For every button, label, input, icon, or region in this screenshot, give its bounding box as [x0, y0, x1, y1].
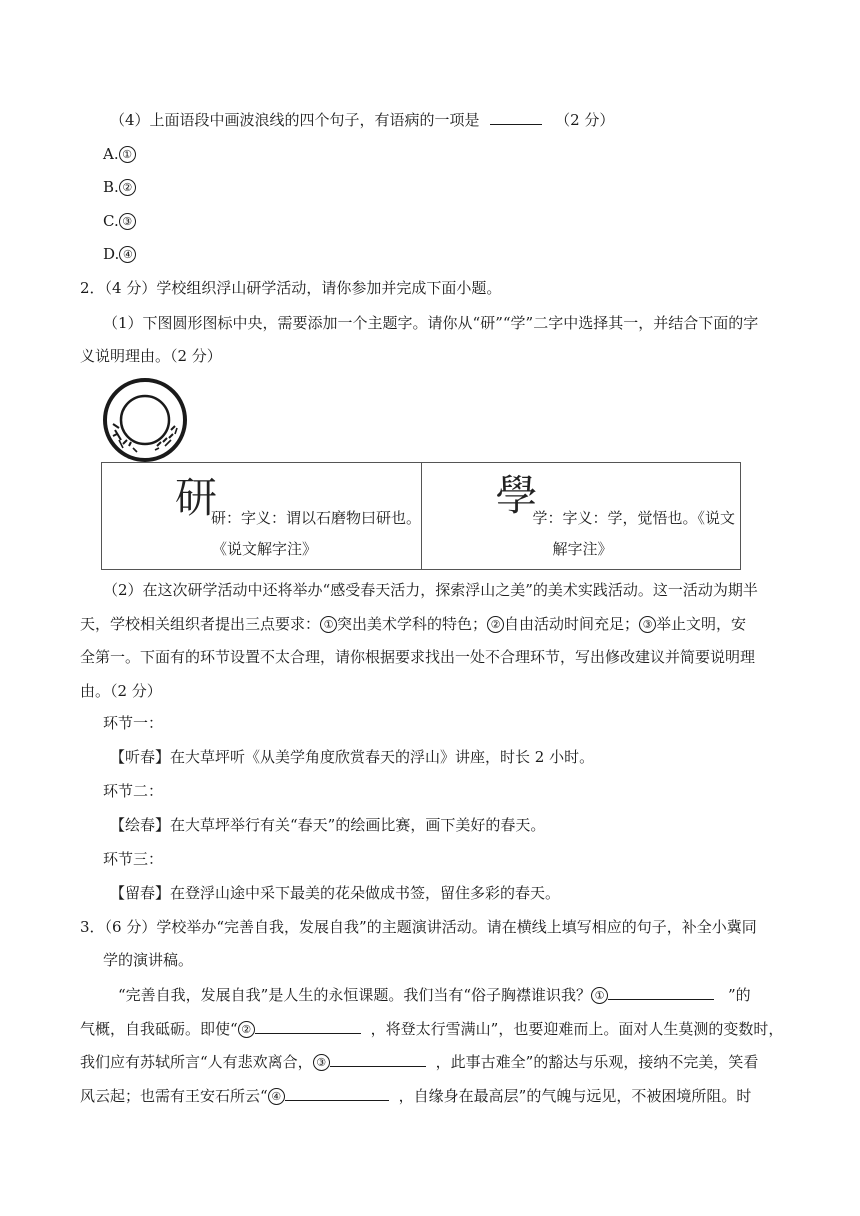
blank-3[interactable] — [330, 1052, 426, 1067]
blank-2[interactable] — [255, 1019, 361, 1034]
question-2-2-line2: 天，学校相关组织者提出三点要求： ① 突出美术学科的特色； ② 自由活动时间充足； ③ 举止文明，安 — [80, 615, 747, 633]
question-2-1-line1: （1）下图圆形图标中央，需要添加一个主题字。请你从“研”“学”二字中选择其一，并结合下面的字 — [103, 314, 759, 332]
seal-glyph-yan: 研 — [175, 473, 218, 522]
question-3-line2: 学的演讲稿。 — [103, 951, 194, 969]
speech-line2: 气概，自我砥砺。即使“ ② ，将登太行雪满山”，也要迎难而上。面对人生莫测的变数时， — [80, 1020, 784, 1038]
step-2-text: 【绘春】在大草坪举行有关“春天”的绘画比赛，画下美好的春天。 — [110, 816, 546, 834]
question-2-2-line1: （2）在这次研学活动中还将举办“感受春天活力，探索浮山之美”的美术实践活动。这一活动为期半 — [103, 581, 758, 599]
option-a-mark: ① — [119, 146, 136, 163]
question-2-1-line2: 义说明理由。（2 分） — [80, 347, 222, 365]
character-table — [101, 462, 741, 570]
step-3-text: 【留春】在登浮山途中采下最美的花朵做成书签，留住多彩的春天。 — [110, 884, 561, 902]
option-d-mark: ④ — [119, 246, 136, 263]
option-b-mark: ② — [119, 179, 136, 196]
step-1-text: 【听春】在大草坪听《从美学角度欣赏春天的浮山》讲座，时长 2 小时。 — [110, 748, 595, 766]
option-a[interactable]: A. ① — [103, 144, 136, 164]
blank-1[interactable] — [608, 985, 714, 1000]
option-b[interactable]: B. ② — [103, 177, 136, 197]
speech-line4: 风云起；也需有王安石所云“ ④ ，自缘身在最高层”的气魄与远见，不被困境所阻。时 — [80, 1087, 752, 1105]
option-c[interactable]: C. ③ — [103, 211, 136, 231]
emblem-seal-icon — [101, 378, 189, 462]
speech-line3: 我们应有苏轼所言“人有悲欢离合， ③ ，此事古难全”的豁达与乐观，接纳不完美，笑看 — [80, 1053, 759, 1071]
question-2-header: 2．（4 分）学校组织浮山研学活动，请你参加并完成下面小题。 — [80, 279, 502, 297]
question-1-4-prompt: （4）上面语段中画波浪线的四个句子，有语病的一项是 （2 分） — [110, 111, 615, 129]
question-2-2-line4: 由。（2 分） — [80, 682, 162, 700]
table-cell-xue: 學 学：字义：学，觉悟也。《说文 解字注》 — [421, 463, 741, 570]
step-3-label: 环节三： — [103, 850, 164, 868]
seal-glyph-xue: 學 — [495, 471, 538, 520]
question-3-line1: 3．（6 分）学校举办“完善自我，发展自我”的主题演讲活动。请在横线上填写相应的句子，补全小冀同 — [80, 918, 757, 936]
option-d[interactable]: D. ④ — [103, 244, 136, 264]
question-2-2-line3: 全第一。下面有的环节设置不太合理，请你根据要求找出一处不合理环节，写出修改建议并简要说明理 — [80, 648, 756, 666]
step-2-label: 环节二： — [103, 782, 164, 800]
answer-blank[interactable] — [490, 110, 542, 125]
table-cell-yan: 研 研：字义：谓以石磨物曰研也。 《说文解字注》 — [102, 463, 422, 570]
step-1-label: 环节一： — [103, 714, 164, 732]
blank-4[interactable] — [285, 1086, 389, 1101]
option-c-mark: ③ — [119, 213, 136, 230]
speech-line1: “完善自我，发展自我”是人生的永恒课题。我们当有“俗子胸襟谁识我？ ① ”的 — [118, 986, 751, 1004]
